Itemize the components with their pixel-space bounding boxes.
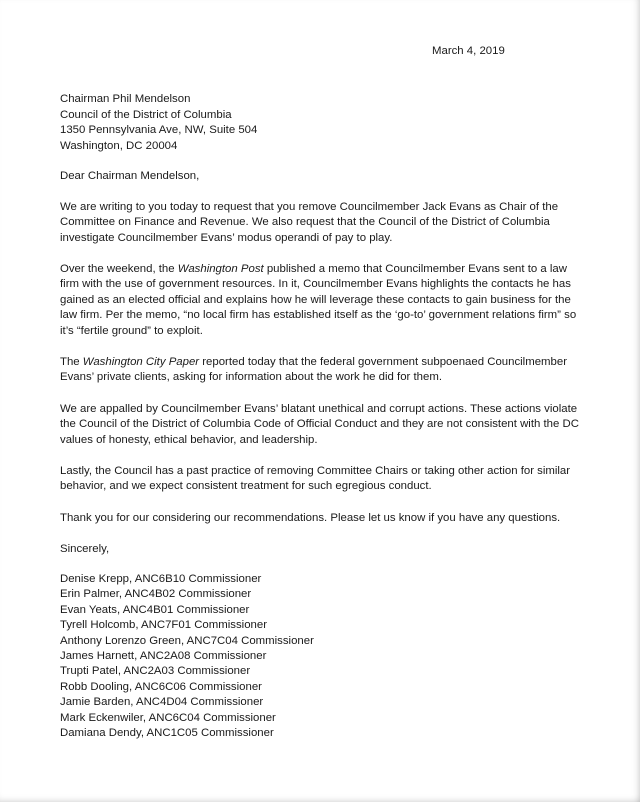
- publication-name: Washington City Paper: [82, 356, 200, 368]
- recipient-street: 1350 Pennsylvania Ave, NW, Suite 504: [60, 124, 258, 136]
- signer-item: Denise Krepp, ANC6B10 Commissioner: [60, 573, 262, 585]
- paragraph-line: We are writing to you today to request that you remove Councilmember Jack Evans as Chair of the: [60, 201, 559, 213]
- paragraph-line: investigate Councilmember Evans’ modus operandi of pay to play.: [60, 231, 393, 244]
- text-run: reported today that the federal government subpoenaed Councilmember: [199, 356, 567, 368]
- signer-item: Jamie Barden, ANC4D04 Commissioner: [60, 696, 264, 709]
- paragraph-line: firm with the use of government resources. In it, Councilmember Evans highlights the contacts he has: [60, 278, 571, 291]
- paragraph-line: [60, 355, 608, 370]
- recipient-city: Washington, DC 20004: [60, 139, 178, 152]
- paragraph-line: the Council of the District of Columbia Code of Official Conduct and they are not consistent with the DC: [60, 418, 579, 431]
- signer-item: Evan Yeats, ANC4B01 Commissioner: [60, 603, 250, 616]
- paragraph-line: Thank you for our considering our recommendations. Please let us know if you have any questions.: [60, 512, 561, 524]
- paragraph-line: gained as an elected official and explains how he will leverage these contacts to gain business for the: [60, 293, 571, 306]
- signer-item: Anthony Lorenzo Green, ANC7C04 Commissioner: [60, 634, 314, 647]
- recipient-name: Chairman Phil Mendelson: [60, 93, 191, 105]
- text-run: Over the weekend, the: [60, 263, 178, 275]
- paragraph-line: it’s “fertile ground” to exploit.: [60, 324, 203, 337]
- paragraph-line: behavior, and we expect consistent treatment for such egregious conduct.: [60, 480, 432, 493]
- paragraph-washington-post: [60, 262, 608, 339]
- signer-list: [60, 572, 314, 741]
- signer-item: Robb Dooling, ANC6C06 Commissioner: [60, 680, 262, 693]
- signer-item: James Harnett, ANC2A08 Commissioner: [60, 649, 267, 662]
- paragraph-appalled: [60, 402, 608, 448]
- signer-item: Erin Palmer, ANC4B02 Commissioner: [60, 588, 252, 601]
- paragraph-city-paper: [60, 355, 608, 386]
- recipient-organization: Council of the District of Columbia: [60, 108, 232, 121]
- paragraph-past-practice: [60, 464, 608, 495]
- paragraph-thank-you: [60, 511, 608, 526]
- paragraph-line: We are appalled by Councilmember Evans’ blatant unethical and corrupt actions. These actions violate: [60, 403, 578, 415]
- letter-date: March 4, 2019: [432, 45, 505, 57]
- signer-item: Trupti Patel, ANC2A03 Commissioner: [60, 665, 251, 678]
- recipient-address: [60, 92, 257, 154]
- paragraph-line: Committee on Finance and Revenue. We also request that the Council of the District of Columbia: [60, 216, 550, 229]
- salutation: Dear Chairman Mendelson,: [60, 170, 200, 182]
- paragraph-line: values of honesty, ethical behavior, and leadership.: [60, 433, 318, 446]
- text-run: published a memo that Councilmember Evans sent to a law: [263, 263, 567, 275]
- signer-item: Tyrell Holcomb, ANC7F01 Commissioner: [60, 619, 267, 632]
- paragraph-line: Lastly, the Council has a past practice of removing Committee Chairs or taking other action for similar: [60, 465, 571, 477]
- paragraph-line: Evans’ private clients, asking for information about the work he did for them.: [60, 371, 442, 384]
- paragraph-request: [60, 200, 608, 246]
- signer-item: Damiana Dendy, ANC1C05 Commissioner: [60, 726, 274, 739]
- closing: Sincerely,: [60, 543, 110, 555]
- paragraph-line: [60, 262, 608, 277]
- text-run: The: [60, 356, 83, 368]
- paragraph-line: law firm. Per the memo, “no local firm has established itself as the ‘go-to’ government relations firm” so: [60, 309, 577, 322]
- publication-name: Washington Post: [177, 263, 264, 275]
- signer-item: Mark Eckenwiler, ANC6C04 Commissioner: [60, 711, 276, 724]
